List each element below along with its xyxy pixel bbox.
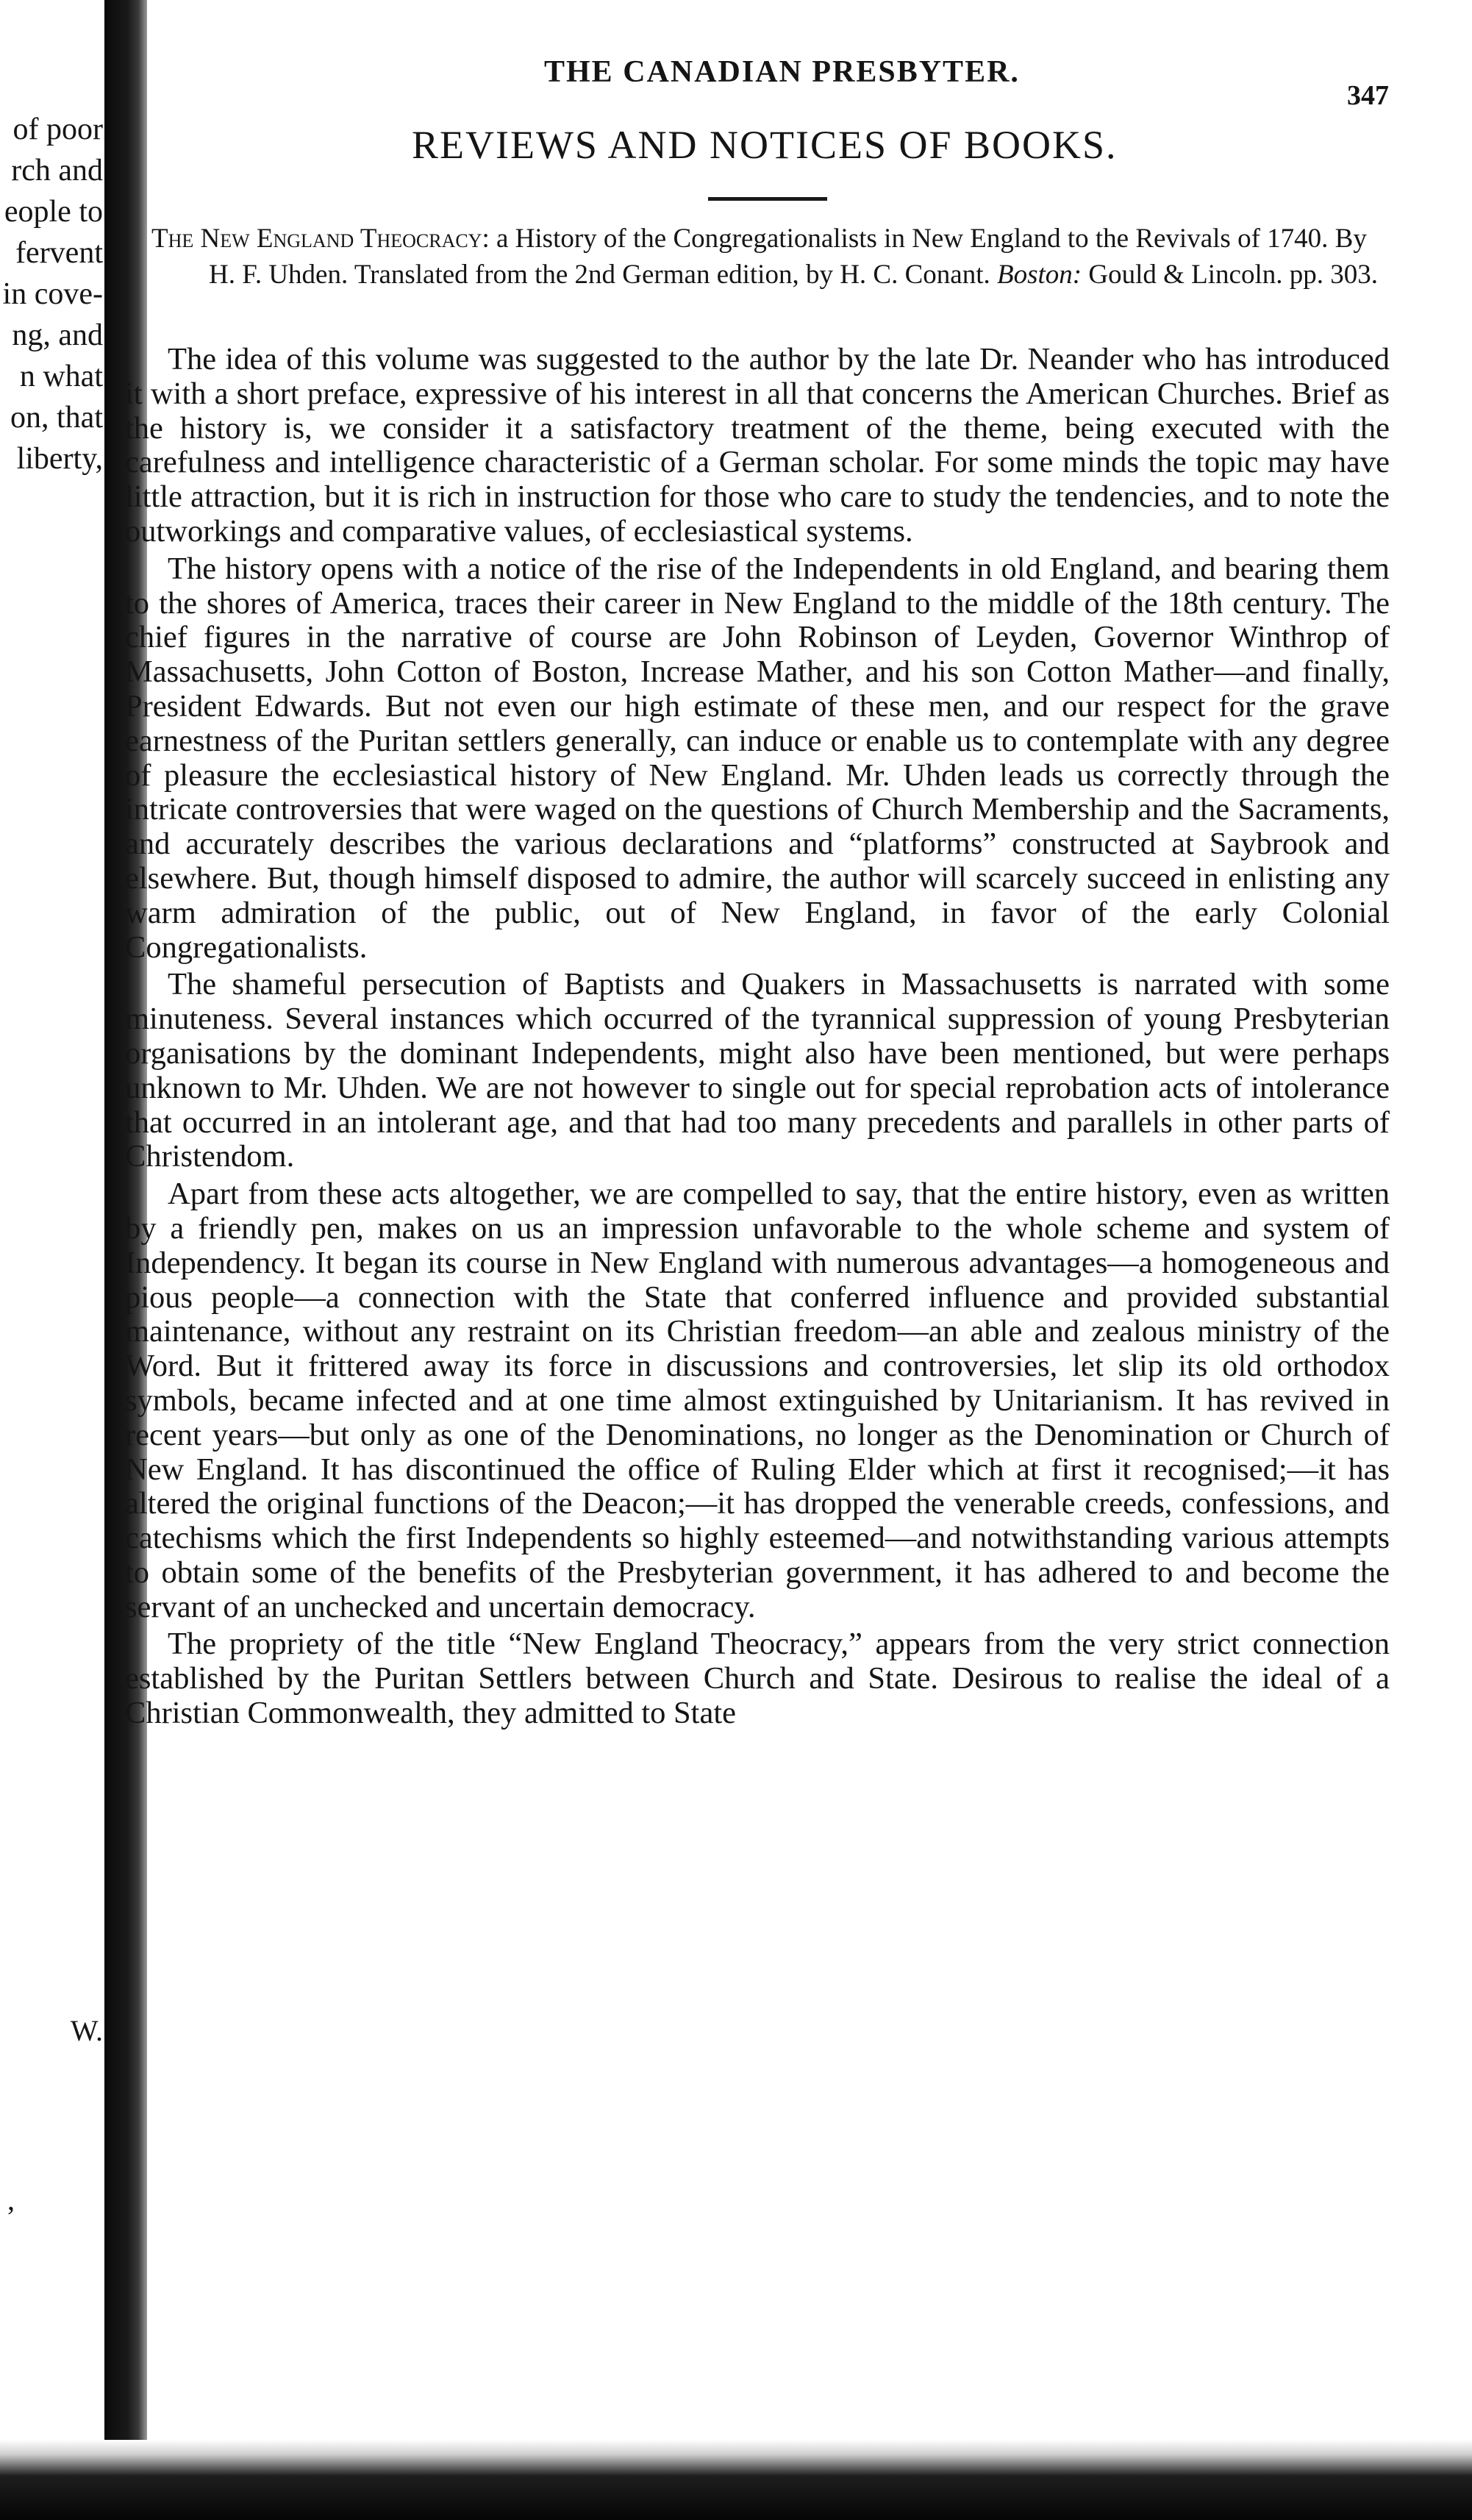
book-translation: Translated from the 2nd German edition, by H. C. Conant. <box>348 260 990 290</box>
page-bottom-edge-shadow <box>0 2440 1472 2520</box>
review-paragraph: The idea of this volume was suggested to the author by the late Dr. Neander who has introduced it with a short preface, expressive of his interest in all that concerns the American Churches. Brief as the history is, we consider it a satisfactory treatment of the theme, being executed with the carefulness and intelligence characteristic of a German scholar. For some minds the topic may have little attraction, but it is rich in instruction for those who care to study the tendencies, and to note the outworkings and comparative values, of ecclesiastical systems. <box>125 342 1390 549</box>
review-paragraph: The shameful persecution of Baptists and Quakers in Massachusetts is narrated with some minuteness. Several instances which occurred of the tyrannical suppression of young Presbyterian organisations by the dominant Independents, might also have been mentioned, but were perhaps unknown to Mr. Uhden. We are not however to single out for special reprobation acts of intolerance that occurred in an intolerant age, and that had too many precedents and parallels in other parts of Christendom. <box>125 967 1390 1174</box>
facing-page-fragment: on, that <box>10 401 103 435</box>
book-imprint-publisher: Gould & Lincoln. pp. 303. <box>1082 260 1378 290</box>
review-paragraph: The history opens with a notice of the rise of the Independents in old England, and bearing them to the shores of America, traces their career in New England to the middle of the 18th century. The chief figures in the narrative of course are John Robinson of Leyden, Governor Winthrop of Massachusetts, John Cotton of Boston, Increase Mather, and his son Cotton Mather—and finally, President Edwards. But not even our high estimate of these men, and our respect for the grave earnestness of the Puritan settlers generally, can induce or enable us to contemplate with any degree of pleasure the ecclesiastical history of New England. Mr. Uhden leads us correctly through the intricate controversies that were waged on the questions of Church Membership and the Sacraments, and accurately describes the various declarations and “platforms” constructed at Saybrook and elsewhere. But, though himself disposed to admire, the author will scarcely succeed in enlisting any warm admiration of the public, out of New England, in favor of the early Colonial Congregationalists. <box>125 551 1390 965</box>
section-title: REVIEWS AND NOTICES OF BOOKS. <box>412 123 1118 167</box>
facing-page-fragment: W. <box>70 2014 103 2047</box>
facing-page-fragment: fervent <box>15 236 103 270</box>
facing-page-mark: , <box>7 2183 15 2216</box>
running-head: THE CANADIAN PRESBYTER. <box>544 55 1020 89</box>
facing-page-fragment: rch and <box>11 154 103 188</box>
book-imprint-place: Boston: <box>990 260 1082 290</box>
facing-page-fragment: in cove- <box>2 277 103 311</box>
facing-page-fragment: of poor <box>12 113 103 146</box>
review-paragraph: The propriety of the title “New England Theocracy,” appears from the very strict connection established by the Puritan Settlers between Church and State. Desirous to realise the ideal of a Christian Commonwealth, they admitted to State <box>125 1627 1390 1731</box>
review-body <box>125 343 1390 1734</box>
facing-page-fragment: ng, and <box>12 318 103 352</box>
page-number: 347 <box>1347 80 1389 111</box>
citation-text <box>151 221 1394 293</box>
facing-page-fragment: n what <box>19 360 103 393</box>
facing-page-fragment: eople to <box>4 195 103 229</box>
book-citation <box>151 221 1394 293</box>
facing-page-fragment: liberty, <box>16 442 103 476</box>
book-description: : a History of the Congregationalists in New England to the Revivals of 1740. <box>482 224 1329 254</box>
title-rule <box>708 197 827 201</box>
review-paragraph: Apart from these acts altogether, we are compelled to say, that the entire history, even as written by a friendly pen, makes on us an impression unfavorable to the whole scheme and system of Independency. It began its course in New England with numerous advantages—a homogeneous and pious people—a connection with the State that conferred influence and provided substantial maintenance, without any restraint on its Christian freedom—an able and zealous ministry of the Word. But it frittered away its force in discussions and controversies, let slip its old orthodox symbols, became infected and at one time almost extinguished by Unitarianism. It has revived in recent years—but only as one of the Denominations, no longer as the Denomination or Church of New England. It has discontinued the office of Ruling Elder which at first it recognised;—it has altered the original functions of the Deacon;—it has dropped the venerable creeds, confessions, and catechisms which the first Independents so highly esteemed—and notwithstanding various attempts to obtain some of the benefits of the Presbyterian government, it has adhered to and become the servant of an unchecked and uncertain democracy. <box>125 1177 1390 1624</box>
facing-page-fragments <box>0 109 103 2216</box>
book-title: The New England Theocracy <box>151 224 482 254</box>
book-author: By H. F. Uhden. <box>209 224 1367 290</box>
